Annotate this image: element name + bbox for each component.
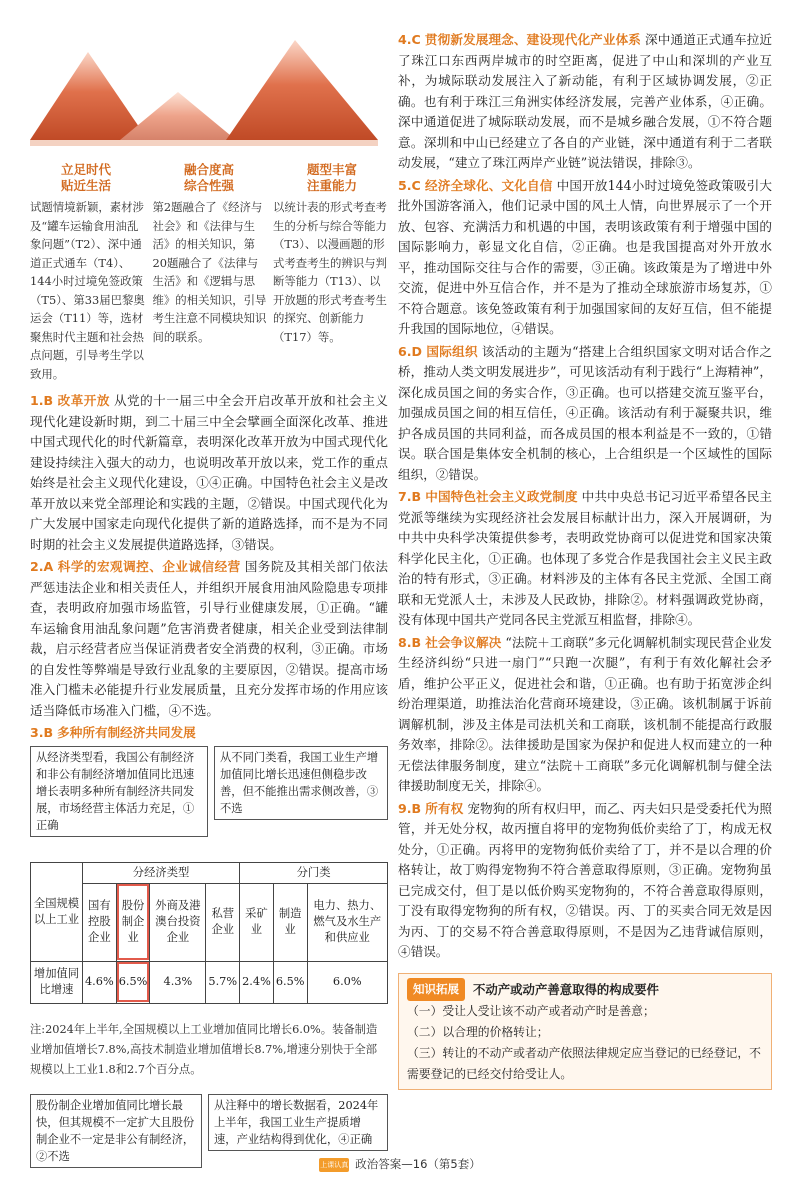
feature-desc-1: 试题情境新颖，素材涉及“罐车运输食用油乱象问题”（T2）、深中通道正式通车（T4）、144小时过境免签政策（T5）、第33届巴黎奥运会（T11）等，选材聚焦时代主题和社会热点问题，引导考生学以致用。 <box>30 200 145 381</box>
cell-value: 6.5% <box>273 961 307 1003</box>
answer-3-head: 3.B 多种所有制经济共同发展 <box>30 725 196 740</box>
statistics-table <box>30 862 388 1004</box>
knowledge-item: （一）受让人受让该不动产或者动产时是善意； <box>407 1003 655 1018</box>
answer-8: 8.B 社会争议解决 “法院＋工商联”多元化调解机制实现民营企业发生经济纠纷“只进一扇门”“只跑一次腿”，有利于有效化解社会矛盾，维护公平正义，促进社会和谐，①正确。也有助于拓宽涉企纠纷治理渠道，助推法治化营商环境建设，③正确。该机制属于诉前调解机制，涉及主体是司法机关和工商联，该机制不能提高行政服务效率，排除②。法律援助是国家为保护和促进人权而建立的一种无偿法律服务制度，建立“法院＋工商联”多元化调解机制与健全法律援助制度无关，排除④。 <box>398 634 772 793</box>
answer-5: 5.C 经济全球化、文化自信 中国开放144小时过境免签政策吸引大批外国游客涌入，他们记录中国的风土人情，向世界展示了一个开放、包容、充满活力和机遇的中国，表明该政策有利于增强中国的国际影响力，彰显文化自信，②正确。也是我国提高对外开放水平，推动国际交往与合作的需要，③正确。该政策是为了增进中外交流，促进中外互信合作，并不是为了推动全球旅游市场复苏，①不符合题意。该免签政策有利于加强国家间的友好互信，但不能提升我国的国际地位，④错误。 <box>398 177 772 336</box>
answer-text: 中共中央总书记习近平希望各民主党派等继续为实现经济社会发展目标献计出力，深入开展调研，为中共中央科学决策提供参考，表明政党协商可以促进党和国家决策科学化民主化，①正确。也体现了多党合作是我国社会主义民主政治的特有形式，③正确。材料涉及的主体有各民主党派、全国工商联和无党派人士，未涉及人民政协，排除②。材料强调政党协商，没有体现中国共产党同各民主党派互相监督，排除④。 <box>398 489 773 627</box>
cell-value: 6.0% <box>307 961 387 1003</box>
answer-text: 深中通道正式通车拉近了珠江口东西两岸城市的时空距离，促进了中山和深圳的产业互补，为城际联动发展注入了新动能，有利于区域协调发展，②正确。也有利于珠江三角洲实体经济发展，完善产业体系，④正确。深中通道促进了城际联动发展，而不是城乡融合发展，①不符合题意。深圳和中山已经建立了各自的产业链，深中通道有利于二者联动发展，“建立了珠江两岸产业链”说法错误，排除③。 <box>398 32 773 170</box>
answer-9: 9.B 所有权 宠物狗的所有权归甲，而乙、丙夫妇只是受委托代为照管，并无处分权，故丙擅自将甲的宠物狗低价卖给了丁，构成无权处分，①正确。丙将甲的宠物狗低价卖给了丁，并不是以合理的价格转让，故丁购得宠物狗不符合善意取得原则，③正确。宠物狗虽已完成交付，但丁是以低价购买宠物狗的，不符合善意取得原则，丁没有取得宠物狗的所有权，②错误。丙、丁的买卖合同无效是因为丙、丁的交易不符合善意取得原则，不是因为乙违背诚信原则，④错误。 <box>398 800 773 959</box>
col-utilities: 电力、热力、燃气及水生产和供应业 <box>307 883 387 961</box>
feature-title-3: 题型丰富 注重能力 <box>306 162 357 193</box>
group-economy-type: 分经济类型 <box>83 862 240 883</box>
feature-titles <box>30 162 388 194</box>
col-state: 国有控股企业 <box>83 883 117 961</box>
cell-value: 6.5% <box>116 961 150 1003</box>
row-header: 全国规模以上工业 <box>31 862 83 961</box>
answer-7: 7.B 中国特色社会主义政党制度 中共中央总书记习近平希望各民主党派等继续为实现经济社会发展目标献计出力，深入开展调研，为中共中央科学决策提供参考，表明政党协商可以促进党和国家决策科学化民主化，①正确。也体现了多党合作是我国社会主义民主政治的特有形式，③正确。材料涉及的主体有各民主党派、全国工商联和无党派人士，未涉及人民政协，排除②。材料强调政党协商，没有体现中国共产党同各民主党派互相监督，排除④。 <box>398 489 773 627</box>
row-label: 增加值同比增速 <box>31 961 83 1003</box>
knowledge-title: 不动产或动产善意取得的构成要件 <box>473 981 659 997</box>
answer-1: 1.B 改革开放 从党的十一届三中全会开启改革开放和社会主义现代化建设新时期，到二十届三中全会擘画全面深化改革、推进中国式现代化的时代新篇章，表明深化改革开放为中国式现代化建设持续注入强大的动力，也说明改革开放以来，党工作的重点始终是社会主义现代化建设，①④正确。中国特色社会主义是改革开放以来党全部理论和实践的主题，②错误。中国式现代化为广大发展中国家走向现代化提供了新的道路选择，而不是为不同时期的社会主义发展提供道路选择，③错误。 <box>30 393 389 552</box>
col-private: 私营企业 <box>206 883 240 961</box>
cell-value: 4.6% <box>83 961 117 1003</box>
knowledge-item: （三）转让的不动产或者动产依照法律规定应当登记的已经登记，不需要登记的已经交付给受让人。 <box>407 1045 761 1081</box>
note-sector: 从不同门类看，我国工业生产增加值同比增长迅速但侧稳步改善，但不能推出需求侧改善，③不选 <box>214 746 388 820</box>
answer-text: 该活动的主题为“搭建上合组织国家文明对话合作之桥，推动人类文明发展进步”，可见该活动有利于践行“上海精神”，深化成员国之间的务实合作，③正确。也可以搭建交流互鉴平台，加强成员国之间的相互信任，④正确。该活动有利于凝聚共识，维护各成员国的共同利益，而各成员国的根本利益是不一致的，①错误。联合国是集体安全机制的核心，上合组织是一个区域性的国际组织，②错误。 <box>398 343 772 482</box>
answer-2: 2.A 科学的宏观调控、企业诚信经营 国务院及其相关部门依法严惩违法企业和相关责任人，并组织开展食用油风险隐患专项排查，表明政府加强市场监管，引导行业健康发展，①正确。“罐车运输食用油乱象问题”危害消费者健康，相关企业受到法律制裁，启示经营者应当保证消费者安全消费的权利，③正确。市场的自发性等弊端是导致行业乱象的主要原因，②错误。提高市场准入门槛未必能提升行业发展质量，且充分发挥市场的作用应该适当降低市场准入门槛，④不选。 <box>30 559 389 718</box>
knowledge-extension-box <box>398 973 772 1090</box>
feature-title-1: 立足时代 贴近生活 <box>60 162 111 193</box>
answer-text: “法院＋工商联”多元化调解机制实现民营企业发生经济纠纷“只进一扇门”“只跑一次腿”，有利于有效化解社会矛盾，维护公平正义，促进社会和谐，①正确。也有助于拓宽涉企纠纷治理渠道，助推法治化营商环境建设，③正确。该机制属于诉前调解机制，涉及主体是司法机关和工商联，该机制不能提高行政服务效率，排除②。法律援助是国家为保护和促进人权而建立的一种无偿法律服务制度，建立“法院＋工商联”多元化调解机制与健全法律援助制度无关，排除④。 <box>398 634 772 793</box>
answer-6: 6.D 国际组织 该活动的主题为“搭建上合组织国家文明对话合作之桥，推动人类文明发展进步”，可见该活动有利于践行“上海精神”，深化成员国之间的务实合作，③正确。也可以搭建交流互鉴平台，加强成员国之间的相互信任，④正确。该活动有利于凝聚共识，维护各成员国的共同利益，而各成员国的根本利益是不一致的，①错误。联合国是集体安全机制的核心，上合组织是一个区域性的国际组织，②错误。 <box>398 343 772 482</box>
note-economy-type: 从经济类型看，我国公有制经济和非公有制经济增加值同比迅速增长表明多种所有制经济共同发展，市场经营主体活力充足，①正确 <box>30 746 208 837</box>
feature-title-2: 融合度高 综合性强 <box>183 162 234 193</box>
answer-text: 国务院及其相关部门依法严惩违法企业和相关责任人，并组织开展食用油风险隐患专项排查，表明政府加强市场监管，引导行业健康发展，①正确。“罐车运输食用油乱象问题”危害消费者健康，相关企业受到法律制裁，启示经营者应当保证消费者安全消费的权利，③正确。市场的自发性等弊端是导致行业乱象的主要原因，②错误。提高市场准入门槛未必能提升行业发展质量，且充分发挥市场的作用应该适当降低市场准入门槛，④不选。 <box>30 559 389 718</box>
feature-desc-3: 以统计表的形式考查考生的分析与综合等能力（T3）、以漫画题的形式考查考生的辨识与判断等能力（T13）、以开放题的形式考查考生的探究、创新能力（T17）等。 <box>273 200 387 344</box>
publisher-logo: 上课认真听 <box>319 1158 349 1172</box>
mountain-illustration <box>30 30 388 162</box>
knowledge-header <box>407 978 763 1001</box>
col-manufacturing: 制造业 <box>273 883 307 961</box>
table-footnote: 注:2024年上半年,全国规模以上工业增加值同比增长6.0%。装备制造业增加值增长7.8%,高技术制造业增加值增长8.7%,增速分别快于全部规模以上工业1.8和2.7个百分点。 <box>30 1022 378 1076</box>
col-foreign: 外商及港澳台投资企业 <box>150 883 206 961</box>
answer-4: 4.C 贯彻新发展理念、建设现代化产业体系 深中通道正式通车拉近了珠江口东西两岸城市的时空距离，促进了中山和深圳的产业互补，为城际联动发展注入了新动能，有利于区域协调发展，②正确。也有利于珠江三角洲实体经济发展，完善产业体系，④正确。深中通道促进了城际联动发展，而不是城乡融合发展，①不符合题意。深圳和中山已经建立了各自的产业链，深中通道有利于二者联动发展，“建立了珠江两岸产业链”说法错误，排除③。 <box>398 32 773 170</box>
left-column <box>30 30 388 1164</box>
answer-text: 中国开放144小时过境免签政策吸引大批外国游客涌入，他们记录中国的风土人情，向世界展示了一个开放、包容、充满活力和机遇的中国，表明该政策有利于增强中国的国际影响力，彰显文化自信，②正确。也是我国提高对外开放水平，推动国际交往与合作的需要，③正确。该政策是为了增进中外交流，促进中外互信合作，并不是为了推动全球旅游市场复苏，①不符合题意。该免签政策有利于加强国家间的友好互信，但不能提升我国的国际地位，④错误。 <box>398 177 772 336</box>
answer-text: 宠物狗的所有权归甲，而乙、丙夫妇只是受委托代为照管，并无处分权，故丙擅自将甲的宠物狗低价卖给了丁，构成无权处分，①正确。丙将甲的宠物狗低价卖给了丁，并不是以合理的价格转让，故丁购得宠物狗不符合善意取得原则，③正确。宠物狗虽已完成交付，但丁是以低价购买宠物狗的，不符合善意取得原则，丁没有取得宠物狗的所有权，②错误。丙、丁的买卖合同无效是因为丙、丁的交易不符合善意取得原则，不是因为乙违背诚信原则，④错误。 <box>398 800 773 959</box>
col-mining: 采矿业 <box>240 883 274 961</box>
note-joint-stock: 股份制企业增加值同比增长最快，但其规模不一定扩大且股份制企业不一定是非公有制经济，②不选 <box>30 1094 202 1168</box>
mountain-icon <box>30 30 388 162</box>
right-column <box>398 30 772 1090</box>
answer-text: 从党的十一届三中全会开启改革开放和社会主义现代化建设新时期，到二十届三中全会擘画全面深化改革、推进中国式现代化的时代新篇章，表明深化改革开放为中国式现代化建设持续注入强大的动力，也说明改革开放以来，党工作的重点始终是社会主义现代化建设，①④正确。中国特色社会主义是改革开放以来党全部理论和实践的主题，②错误。中国式现代化为广大发展中国家走向现代化提供了新的道路选择，而不是为不同时期的社会主义发展提供道路选择，③错误。 <box>30 393 389 552</box>
page-footer <box>0 1156 800 1183</box>
cell-value: 4.3% <box>150 961 206 1003</box>
feature-descs <box>30 198 388 383</box>
note-footnote-data: 从注释中的增长数据看，2024年上半年，我国工业生产提质增速，产业结构得到优化，④正确 <box>208 1094 388 1151</box>
cell-value: 2.4% <box>240 961 274 1003</box>
feature-desc-2: 第2题融合了《经济与社会》和《法律与生活》的相关知识，第20题融合了《法律与生活》和《逻辑与思维》的相关知识，引导考生注意不同模块知识间的联系。 <box>152 200 267 344</box>
knowledge-item: （二）以合理的价格转让； <box>407 1024 549 1039</box>
col-joint-stock: 股份制企业 <box>116 883 150 961</box>
knowledge-badge: 知识拓展 <box>407 978 465 1001</box>
group-sector: 分门类 <box>240 862 388 883</box>
footer-text: 政治答案—16（第5套） <box>355 1157 481 1171</box>
cell-value: 5.7% <box>206 961 240 1003</box>
statistics-figure <box>30 746 388 1164</box>
